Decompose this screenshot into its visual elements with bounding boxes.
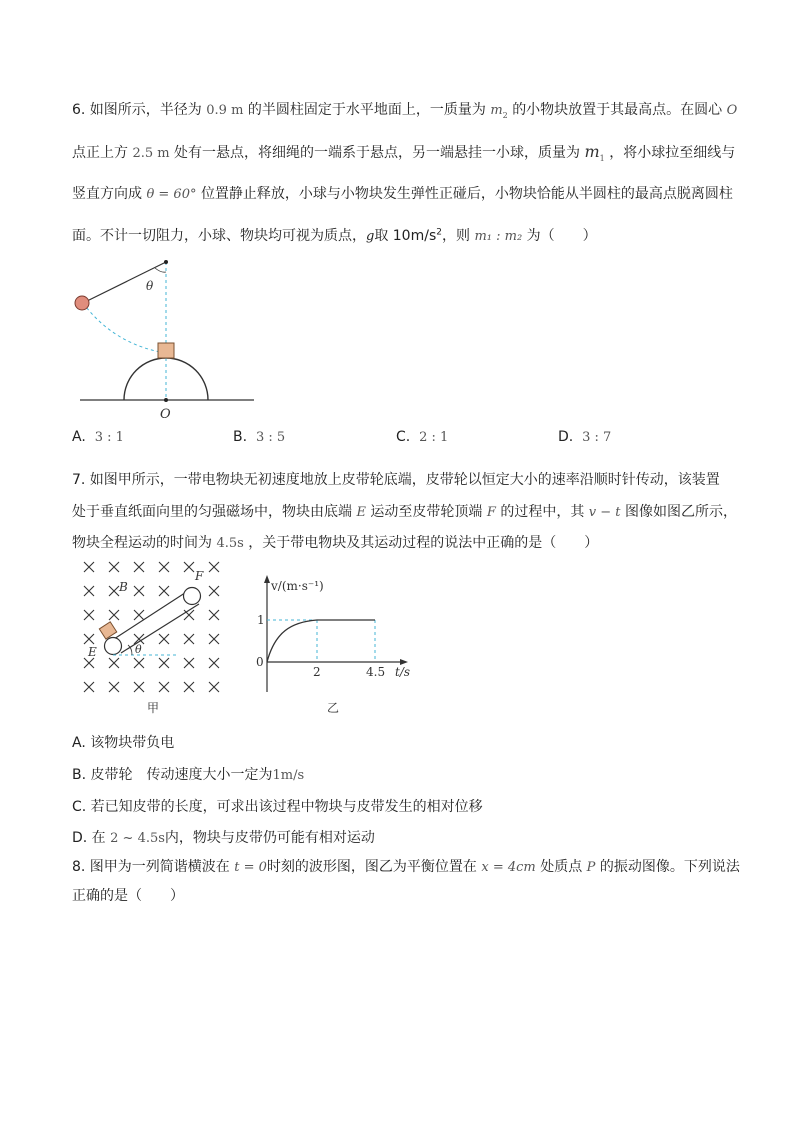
field-cross (209, 658, 219, 668)
field-cross (184, 634, 194, 644)
q7-vt: v − t (588, 505, 621, 520)
x-tick-2: 2 (313, 665, 321, 679)
block (158, 343, 174, 358)
q7-text: 运动至皮带轮顶端 (370, 504, 483, 520)
center-point (164, 398, 168, 402)
q6-text: 面。不计一切阻力，小球、物块均可视为质点， (72, 228, 366, 244)
q8-text: 处质点 (540, 859, 583, 875)
field-cross (109, 586, 119, 596)
field-cross (209, 634, 219, 644)
belt-block-group (99, 622, 116, 639)
field-cross (184, 682, 194, 692)
field-cross (159, 586, 169, 596)
q8-line-1 (72, 857, 740, 878)
q7-text: ，关于带电物块及其运动过程的说法中正确的是（ ） (248, 535, 599, 551)
caption-yi: 乙 (327, 701, 340, 715)
pulley-top (184, 588, 201, 605)
f-label: F (195, 569, 204, 583)
field-cross (84, 658, 94, 668)
swing-path (83, 303, 160, 352)
origin-label: O (160, 407, 171, 422)
field-cross (84, 610, 94, 620)
field-cross (134, 682, 144, 692)
field-cross (109, 658, 119, 668)
q6-ratio: m₁ : m₂ (474, 229, 523, 244)
field-cross (84, 586, 94, 596)
q6-line-2 (72, 142, 735, 169)
x-tick-4-5: 4.5 (366, 665, 386, 679)
field-cross (209, 586, 219, 596)
q6-option-d[interactable] (558, 429, 611, 445)
q7-text: 处于垂直纸面向里的匀强磁场中，物块由底端 (72, 504, 352, 520)
q7-line-3 (72, 533, 598, 554)
q6-text: 的小物块放置于其最高点。在圆心 (512, 102, 723, 118)
q7-text: 7. 如图甲所示，一带电物块无初速度地放上皮带轮底端，皮带轮以恒定大小的速率沿顺时针传动，该装置 (72, 472, 720, 488)
q7-line-2 (72, 502, 737, 523)
q6-text: 处有一悬点，将细绳的一端系于悬点，另一端悬挂一小球，质量为 (174, 145, 581, 161)
q7-option-c[interactable] (72, 796, 483, 816)
option-text: D. 在 (72, 830, 106, 846)
q6-line-3 (72, 184, 733, 205)
q7-text: 的过程中，其 (500, 504, 585, 520)
q7-figure-jia (72, 558, 242, 718)
q6-figure (72, 252, 262, 424)
option-math: 2 ~ 4.5s (110, 831, 165, 846)
q7-option-d[interactable] (72, 827, 375, 847)
q6-option-a[interactable] (72, 429, 124, 445)
belt-top (114, 589, 191, 639)
q6-text: 点正上方 (72, 145, 128, 161)
field-cross (134, 658, 144, 668)
field-cross (184, 610, 194, 620)
field-cross (109, 682, 119, 692)
q8-text: 时刻的波形图，图乙为平衡位置在 (266, 859, 477, 875)
q6-option-c[interactable] (396, 429, 448, 445)
option-letter: D. (558, 429, 574, 445)
option-value: 3 : 5 (255, 430, 286, 445)
q8-position: x = 4cm (481, 860, 536, 875)
q6-mass1-sub: 1 (599, 153, 605, 163)
field-cross (159, 682, 169, 692)
option-value: 3 : 1 (94, 430, 124, 445)
q6-text: 的半圆柱固定于水平地面上，一质量为 (247, 102, 486, 118)
y-axis-arrow (264, 575, 270, 583)
field-cross (159, 634, 169, 644)
q6-text: 取 10m/s (374, 228, 437, 244)
option-text: 内，物块与皮带仍可能有相对运动 (164, 830, 375, 846)
q6-g: g (366, 229, 375, 244)
q7-point-f: F (486, 505, 496, 520)
q8-time: t = 0 (234, 860, 267, 875)
option-value: 2 : 1 (419, 430, 449, 445)
field-cross (134, 586, 144, 596)
q6-mass2-sub: 2 (502, 110, 508, 120)
field-cross (84, 562, 94, 572)
q6-center-o: O (726, 103, 738, 118)
field-cross (84, 682, 94, 692)
q6-height: 2.5 m (132, 146, 170, 161)
q7-option-a[interactable] (72, 732, 174, 752)
belt-bottom (121, 604, 199, 653)
field-cross (134, 610, 144, 620)
option-math: 1m/s (272, 768, 305, 783)
e-label: E (88, 645, 97, 659)
field-cross (184, 658, 194, 668)
y-axis-label: v/(m·s⁻¹) (271, 579, 324, 593)
caption-jia: 甲 (147, 701, 160, 715)
q6-line-1 (72, 100, 737, 126)
option-text: A. 该物块带负电 (72, 735, 175, 751)
option-text: B. 皮带轮 传动速度大小一定为 (72, 767, 273, 783)
x-axis-label: t/s (395, 665, 411, 679)
q8-text: 的振动图像。下列说法 (599, 859, 740, 875)
field-cross (209, 562, 219, 572)
q7-text: 物块全程运动的时间为 (72, 535, 212, 551)
q6-text: ，则 (441, 228, 470, 244)
q8-point-p: P (586, 860, 596, 875)
field-cross (134, 562, 144, 572)
q6-mass1: m (584, 142, 600, 161)
q7-figure-yi (255, 572, 420, 718)
b-label: B (119, 580, 128, 594)
ball (75, 296, 89, 310)
q6-sup: 2 (436, 227, 442, 238)
q7-line-1 (72, 470, 720, 490)
origin-tick: 0 (256, 655, 264, 669)
q6-text: 竖直方向成 (72, 186, 142, 202)
field-cross (159, 562, 169, 572)
option-value: 3 : 7 (582, 430, 612, 445)
q6-option-b[interactable] (233, 429, 285, 445)
field-cross (84, 634, 94, 644)
string-line (83, 262, 166, 303)
field-cross (184, 562, 194, 572)
field-cross (109, 562, 119, 572)
q6-text: 为（ ） (526, 228, 597, 244)
q6-angle: θ = 60° (146, 187, 197, 202)
q7-text: 图像如图乙所示， (624, 504, 737, 520)
option-text: C. 若已知皮带的长度，可求出该过程中物块与皮带发生的相对位移 (72, 799, 483, 815)
q6-text: ，将小球拉至细线与 (609, 145, 736, 161)
option-letter: C. (396, 429, 411, 445)
belt-theta-label: θ (135, 643, 142, 656)
q7-time: 4.5s (216, 536, 244, 551)
q8-text: 正确的是（ ） (72, 888, 184, 904)
q6-text: 位置静止释放，小球与小物块发生弹性正碰后，小物块恰能从半圆柱的最高点脱离圆柱 (200, 186, 733, 202)
option-letter: B. (233, 429, 248, 445)
field-cross (209, 682, 219, 692)
belt-block (99, 622, 116, 639)
q6-radius: 0.9 m (206, 103, 244, 118)
field-cross (209, 610, 219, 620)
q7-option-b[interactable] (72, 764, 304, 784)
q7-point-e: E (356, 505, 366, 520)
q6-text: 6. 如图所示，半径为 (72, 102, 202, 118)
theta-label: θ (146, 279, 154, 293)
option-letter: A. (72, 429, 86, 445)
q8-line-2 (72, 886, 184, 906)
q6-mass2: m (490, 103, 503, 118)
angle-arc (155, 268, 166, 272)
field-cross (109, 610, 119, 620)
y-tick-1: 1 (257, 613, 265, 627)
pulley-bottom (105, 638, 122, 655)
field-cross (159, 658, 169, 668)
vt-curve (267, 620, 375, 662)
pivot-point (164, 260, 168, 264)
q8-text: 8. 图甲为一列简谐横波在 (72, 859, 230, 875)
q6-line-4 (72, 226, 597, 247)
